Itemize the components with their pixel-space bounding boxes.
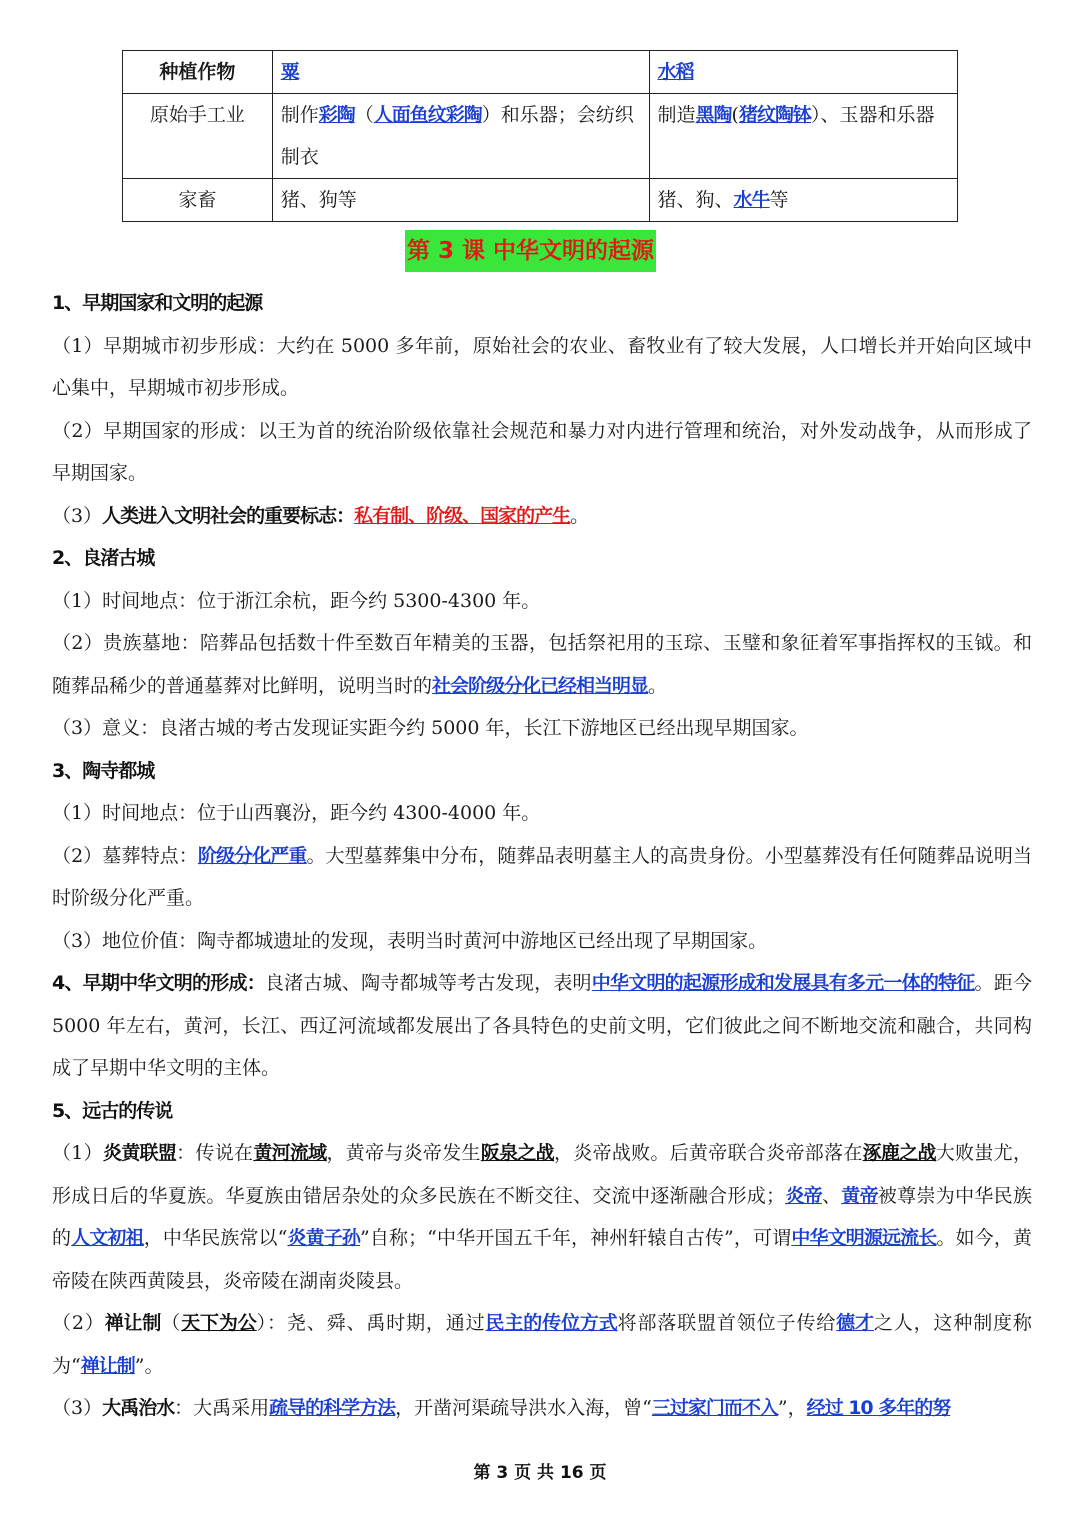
underlined-keyword: 涿鹿之战: [862, 1142, 936, 1164]
text: （2）: [52, 1312, 105, 1334]
document-body: [52, 282, 1032, 1430]
text: ，炎帝战败。后黄帝联合炎帝部落在: [553, 1142, 863, 1164]
text: 、: [821, 1184, 842, 1207]
underlined-keyword: 天下为公: [181, 1312, 257, 1334]
text: 等: [769, 189, 789, 211]
text: 大败蚩尤，形成日后的华夏族。华夏族由错居杂处的众多民族在不断交往、交流中逐渐融合形成；: [52, 1142, 1032, 1207]
text: ）：尧、舜、禹时期，通过: [256, 1312, 486, 1334]
text: 猪、狗、: [657, 189, 734, 211]
heading-text: 2、良渚古城: [52, 547, 155, 569]
table-cell: 种植作物: [123, 51, 273, 94]
keyword: 禅让制: [80, 1354, 135, 1377]
paragraph: [52, 962, 1032, 1090]
paragraph: （1）时间地点：位于山西襄汾，距今约 4300-4000 年。: [52, 802, 541, 824]
text: 良渚古城、陶寺都城等考古发现，表明: [264, 972, 592, 994]
paragraph: （1）时间地点：位于浙江余杭，距今约 5300-4300 年。: [52, 589, 541, 612]
table-cell: [649, 94, 958, 179]
red-keyword: 私有制、阶级、国家的产生: [354, 504, 571, 527]
table-cell: 家畜: [123, 179, 273, 222]
keyword: 黑陶: [695, 104, 732, 126]
keyword: 社会阶级分化已经相当明显: [432, 674, 649, 697]
keyword: 粟: [280, 61, 299, 83]
keyword: 阶级分化严重: [197, 844, 307, 867]
text: 制造: [657, 104, 696, 126]
page-footer: 第 3 页 共 16 页: [473, 1463, 607, 1483]
section-heading: [52, 282, 1032, 325]
text: 被尊崇为中华民族的: [52, 1184, 1032, 1249]
text: ）、玉器和乐器: [810, 104, 935, 126]
paragraph: （1）早期城市初步形成：大约在 5000 多年前，原始社会的农业、畜牧业有了较大发展，人口增长并开始向区域中心集中，早期城市初步形成。: [52, 334, 1032, 399]
text: ：传说在: [176, 1142, 254, 1164]
text: 。大型墓葬集中分布，随葬品表明墓主人的高贵身份。小型墓葬没有任何随葬品说明当时阶级分化严重。: [52, 844, 1032, 909]
bold-text: 大禹治水: [102, 1397, 175, 1419]
text: （: [161, 1312, 182, 1334]
heading-text: 5、远古的传说: [52, 1099, 173, 1122]
keyword: 经过 10 多年的努: [806, 1397, 951, 1419]
text: （3）: [52, 504, 103, 527]
text: （2）墓葬特点：: [52, 844, 198, 867]
keyword: 彩陶: [318, 104, 355, 126]
text: ，中华民族常以“: [143, 1227, 288, 1249]
text: （2）贵族墓地：陪葬品包括数十件至数百年精美的玉器，包括祭祀用的玉琮、玉璧和象征着军事指挥权的玉钺。和随葬品稀少的普通墓葬对比鲜明，说明当时的: [52, 632, 1032, 697]
text: 。: [648, 674, 668, 697]
keyword: 民主的传位方式: [485, 1312, 618, 1334]
lesson-title: 第 3 课 中华文明的起源: [405, 230, 656, 272]
keyword: 猪纹陶钵: [738, 104, 811, 126]
keyword: 炎黄子孙: [287, 1227, 361, 1249]
keyword: 三过家门而不入: [651, 1397, 778, 1419]
paragraph: [52, 1132, 1032, 1302]
table-row: [123, 179, 958, 222]
table-row: [123, 51, 958, 94]
text: 之人，这种制度称为“: [52, 1312, 1032, 1377]
table-cell: [649, 179, 958, 222]
keyword: 人面鱼纹彩陶: [373, 104, 482, 126]
keyword: 水稻: [657, 61, 694, 83]
keyword: 中华文明的起源形成和发展具有多元一体的特征: [591, 972, 975, 994]
bold-text: 禅让制: [104, 1312, 162, 1334]
table-row: [123, 94, 958, 179]
paragraph: （3）意义：良渚古城的考古发现证实距今约 5000 年，长江下游地区已经出现早期国家。: [52, 717, 809, 739]
text: ）和乐器；会纺织制衣: [280, 104, 634, 168]
section-heading: [52, 750, 1032, 793]
paragraph: [52, 1387, 1032, 1430]
table-cell: [272, 51, 649, 94]
paragraph: （2）早期国家的形成：以王为首的统治阶级依靠社会规范和暴力对内进行管理和统治，对外发动战争，从而形成了早期国家。: [52, 419, 1032, 484]
text: (: [731, 104, 739, 126]
keyword: 中华文明源远流长: [791, 1227, 937, 1249]
table-cell: [272, 94, 649, 179]
table-cell: [649, 51, 958, 94]
keyword: 炎帝: [785, 1184, 822, 1207]
text: 制作: [280, 104, 319, 126]
paragraph: [52, 835, 1032, 920]
keyword: 人文初祖: [71, 1227, 144, 1249]
text: 。距今 5000 年左右，黄河，长江、西辽河流域都发展出了各具特色的史前文明，它们彼此之间不断地交流和融合，共同构成了早期中华文明的主体。: [52, 972, 1032, 1079]
keyword: 黄帝: [841, 1184, 878, 1207]
underlined-keyword: 阪泉之战: [480, 1142, 554, 1164]
text: ”自称；“中华开国五千年，神州轩辕自古传”，可谓: [360, 1227, 792, 1249]
keyword: 疏导的科学方法: [269, 1397, 396, 1419]
text: 。如今，黄帝陵在陕西黄陵县，炎帝陵在湖南炎陵县。: [52, 1227, 1032, 1292]
paragraph: [52, 1302, 1032, 1387]
section-heading: [52, 537, 1032, 580]
text: （1）: [52, 1142, 103, 1164]
heading-text: 3、陶寺都城: [52, 759, 155, 782]
text: 。: [570, 504, 590, 527]
text: （3）: [52, 1397, 103, 1419]
paragraph: （3）地位价值：陶寺都城遗址的发现，表明当时黄河中游地区已经出现了早期国家。: [52, 929, 768, 952]
bold-text: 4、早期中华文明的形成：: [52, 972, 265, 994]
heading-text: 1、早期国家和文明的起源: [52, 292, 263, 314]
text: 将部落联盟首领位子传给: [617, 1312, 837, 1334]
text: ：大禹采用: [174, 1397, 270, 1419]
keyword: 德才: [836, 1312, 874, 1334]
section-heading: [52, 1090, 1032, 1133]
text: ”，: [777, 1397, 807, 1419]
paragraph: [52, 495, 1032, 538]
text: ”。: [134, 1354, 164, 1377]
underlined-keyword: 黄河流域: [253, 1142, 327, 1164]
text: （: [354, 104, 374, 126]
bold-text: 炎黄联盟: [102, 1142, 177, 1164]
keyword: 水牛: [733, 189, 770, 211]
table-cell: 原始手工业: [123, 94, 273, 179]
table-cell: 猪、狗等: [272, 179, 649, 222]
crop-comparison-table: [122, 50, 958, 222]
bold-text: 人类进入文明社会的重要标志：: [102, 504, 355, 527]
paragraph: [52, 622, 1032, 707]
text: ，黄帝与炎帝发生: [326, 1142, 481, 1164]
text: ，开凿河渠疏导洪水入海，曾“: [395, 1397, 652, 1419]
